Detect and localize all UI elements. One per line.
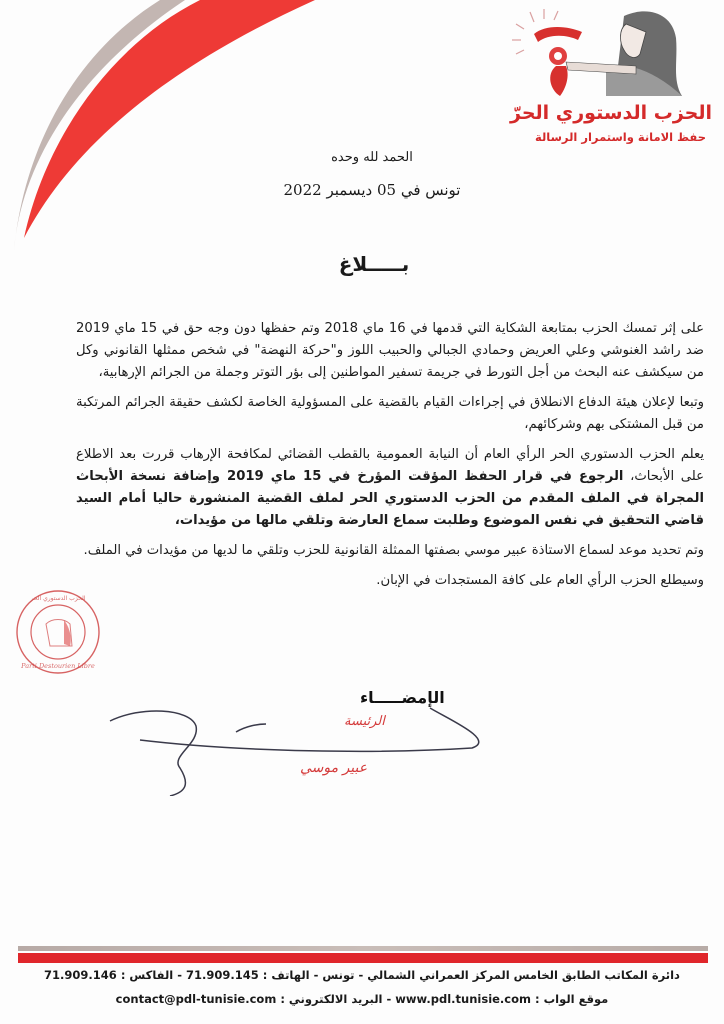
paragraph-3-plain: يعلم الحزب الدستوري الحر الرأي العام أن النيابة العمومية بالقطب القضائي لمكافحة الإرهاب قررت بعد الاطلاع على الأبحاث،	[76, 447, 704, 484]
address-label: دائرة المكاتب الطابق الخامس المركز العمراني الشمالي - تونس - الهاتف :	[262, 968, 680, 982]
svg-text:الحزب الدستوري الحر: الحزب الدستوري الحر	[30, 595, 86, 602]
official-stamp-icon	[14, 588, 102, 676]
phone-number: 71.909.145	[186, 968, 259, 982]
email-link[interactable]: contact@pdl-tunisie.com	[115, 992, 277, 1006]
website-link[interactable]: www.pdl.tunisie.com	[395, 992, 531, 1006]
signature-label: الإمضـــــاء	[360, 688, 445, 707]
fax-label: - الفاكس :	[120, 968, 182, 982]
paragraph-1: على إثر تمسك الحزب بمتابعة الشكاية التي قدمها في 16 ماي 2018 وتم حفظها دون وجه حق في 15 ماي 2019 ضد راشد الغنوشي وعلي العريض وحمادي الجبالي والحبيب اللوز و"حركة النهضة" في شخص ممثلها القانوني وكل من سيكشف عنه البحث من أجل التورط في جريمة تسفير المواطنين إلى بؤر التوتر وجملة من الجرائم الإرهابية،	[76, 321, 705, 380]
svg-text:Parti Destourien Libre: Parti Destourien Libre	[21, 662, 95, 670]
paragraph-3-bold: الرجوع في قرار الحفظ المؤقت المؤرخ في 15 ماي 2019 وإضافة نسخة الأبحاث المجراة في الملف المقدم من الحزب الدستوري الحر لملف القضية المنشورة حاليا أمام السيد قاضي التحقيق في نفس الموضوع وطلبت سماع العارضة وتلقي مالها من مؤيدات،	[76, 469, 704, 528]
signatory-role: الرئيسة	[344, 714, 385, 729]
footer-address-line	[0, 968, 724, 982]
praise-line: الحمد لله وحده	[331, 150, 413, 165]
document-title: بـــــلاغ	[338, 252, 410, 276]
paragraph-5: وسيطلع الحزب الرأي العام على كافة المستجدات في الإبان.	[376, 573, 704, 588]
signatory-name: عبير موسي	[300, 760, 368, 776]
footer-divider	[18, 946, 708, 966]
dateline: تونس في 05 ديسمبر 2022	[283, 181, 461, 199]
handwritten-signature-icon	[100, 696, 500, 796]
website-label: موقع الواب :	[535, 992, 609, 1006]
party-logo	[486, 4, 716, 154]
paragraph-3	[76, 444, 704, 532]
footer-red-bar	[18, 953, 708, 963]
party-slogan: حفظ الامانة واستمرار الرسالة	[535, 130, 706, 144]
fax-number: 71.909.146	[44, 968, 117, 982]
footer-contact-line	[0, 992, 724, 1006]
paragraph-4: وتم تحديد موعد لسماع الاستاذة عبير موسي بصفتها الممثلة القانونية للحزب وتلقي ما لديها من مؤيدات في الملف.	[83, 543, 704, 558]
corner-swoosh-decoration	[0, 0, 360, 260]
footer-grey-bar	[18, 946, 708, 951]
woman-with-torch-icon	[486, 4, 716, 104]
party-name: الحزب الدستوري الحرّ	[510, 102, 712, 124]
email-label: - البريد الالكتروني :	[280, 992, 392, 1006]
paragraph-2: وتبعا لإعلان هيئة الدفاع الانطلاق في إجراءات القيام بالقضية على المسؤولية الخاصة لكشف حقيقة الجرائم المرتكبة من قبل المشتكى بهم وشركائهم،	[76, 395, 704, 432]
statement-body	[76, 318, 704, 600]
